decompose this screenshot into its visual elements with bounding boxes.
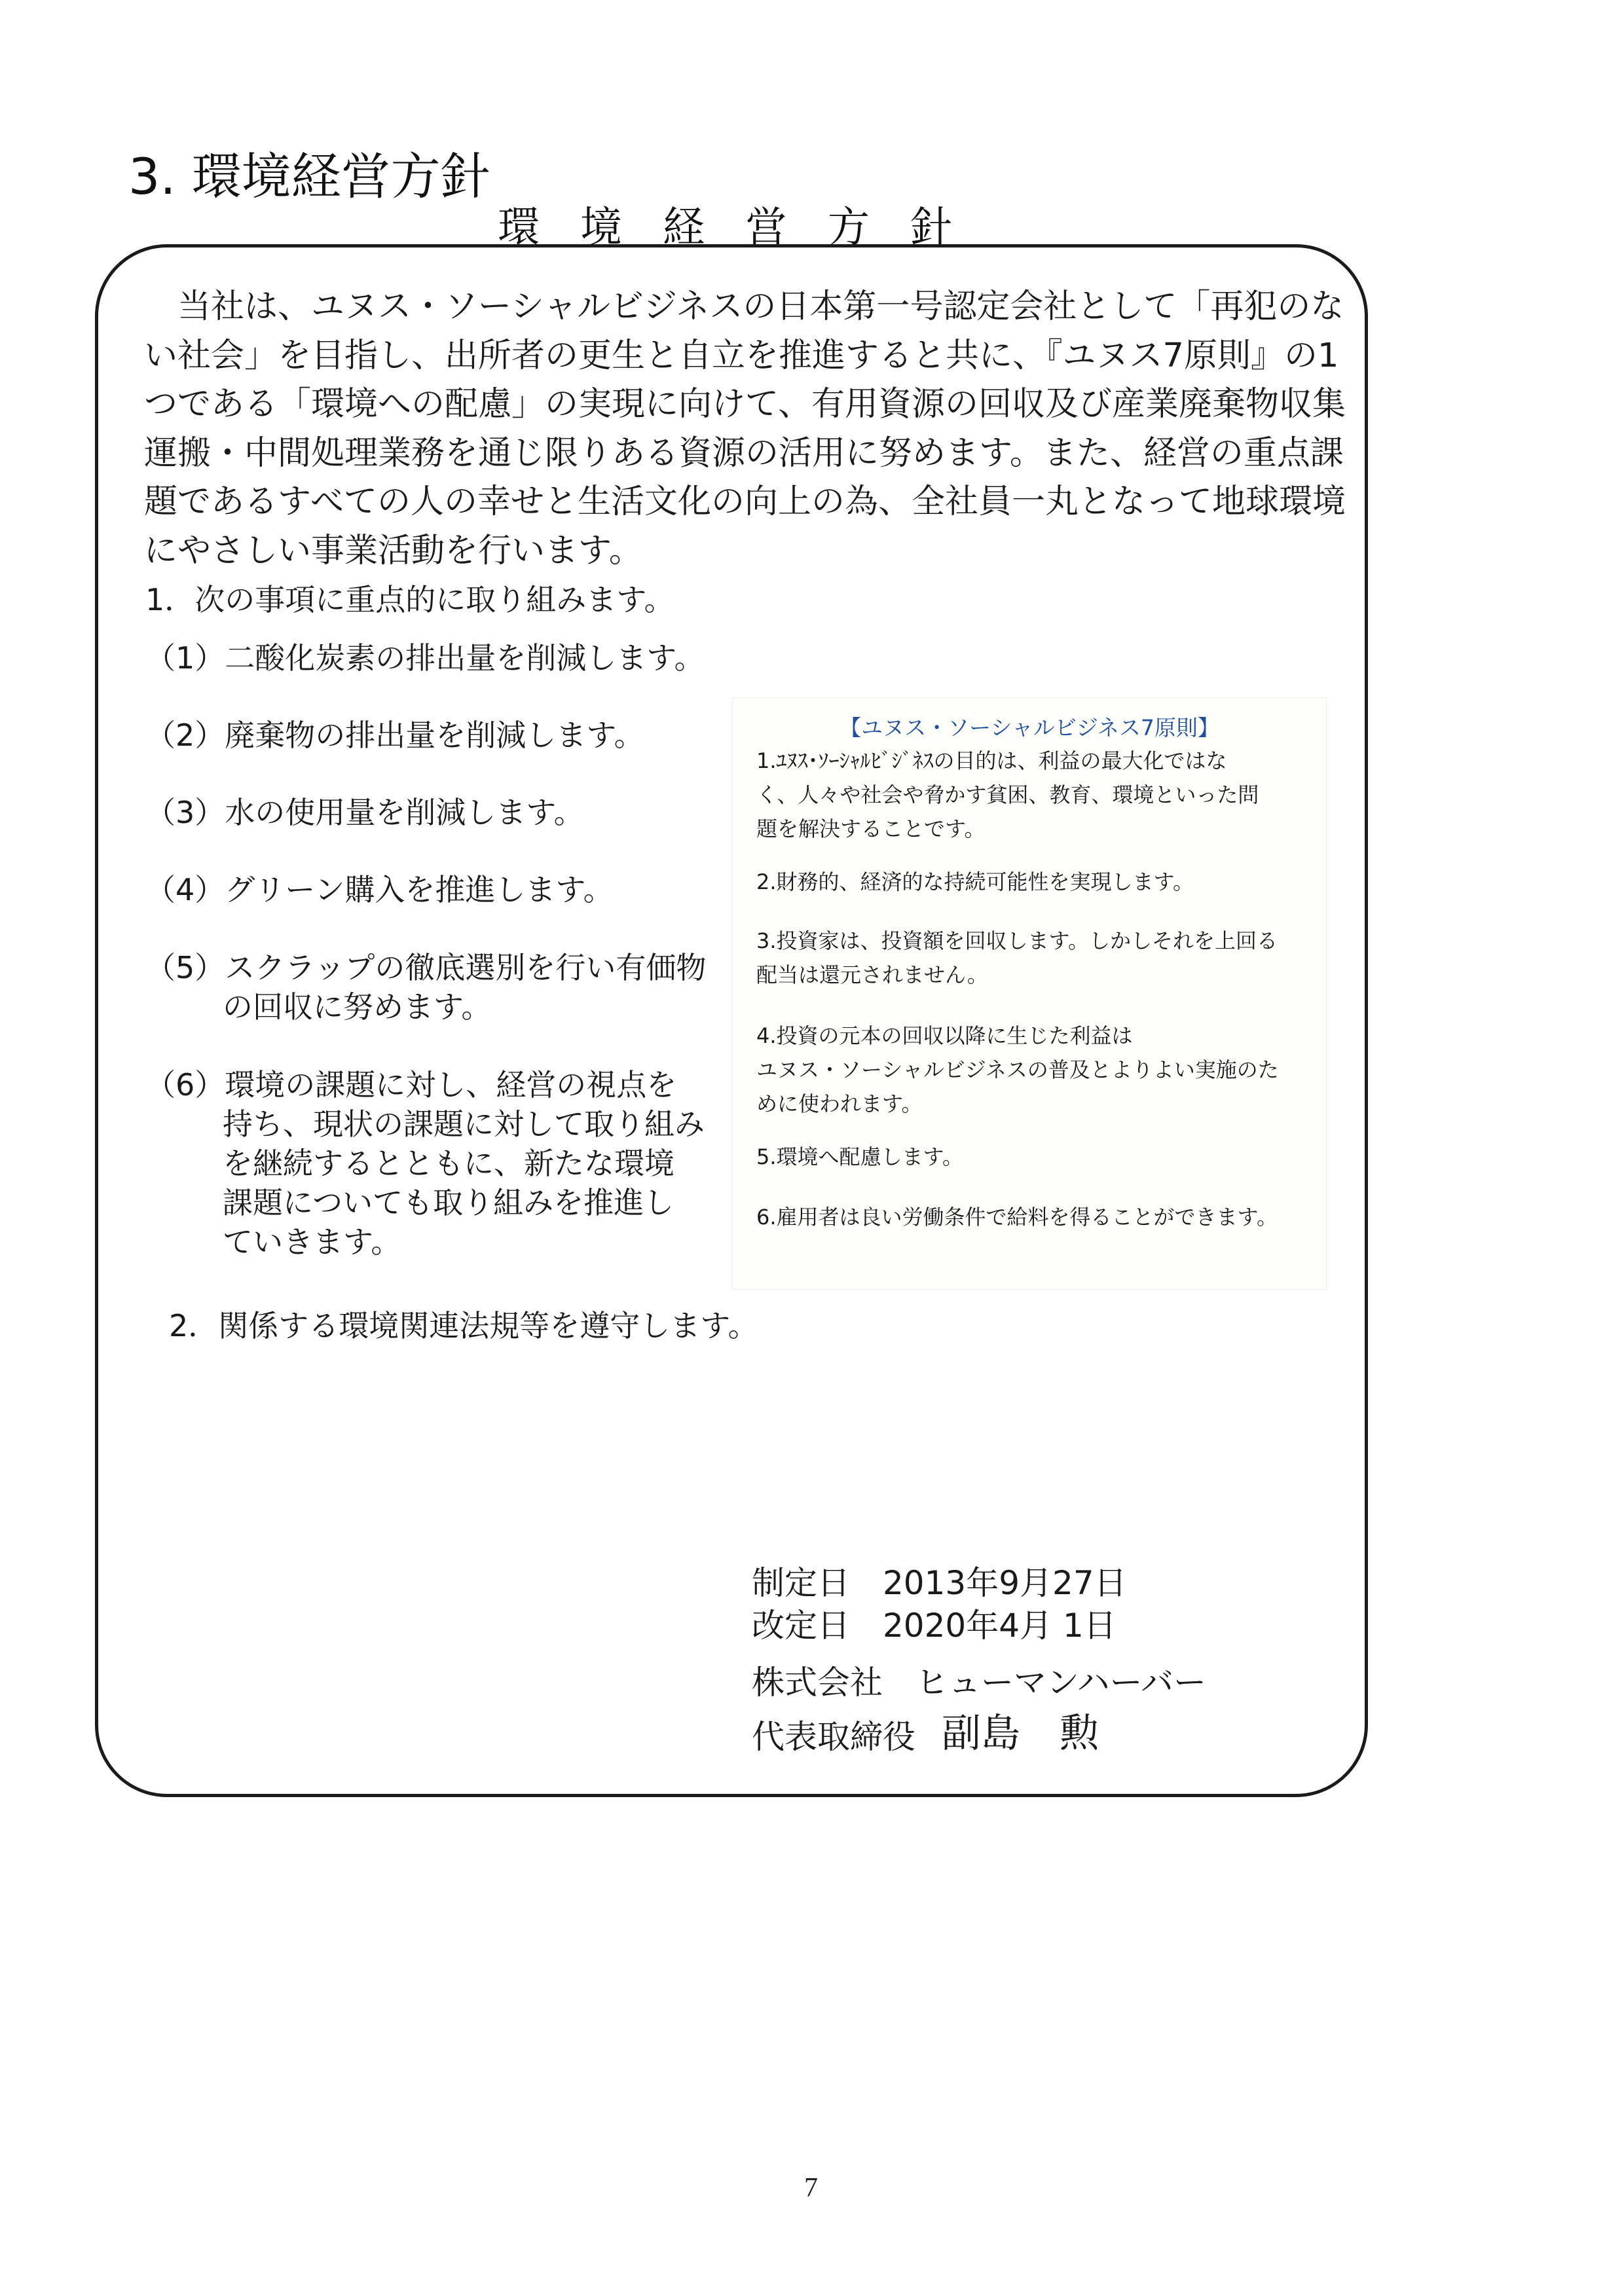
section-title: 3. 環境経営方針 xyxy=(128,147,490,206)
principle-4 xyxy=(756,1019,1320,1121)
principle-1 xyxy=(756,744,1320,846)
principles-title: 【ユヌス・ソーシャルビジネス7原則】 xyxy=(840,715,1219,740)
representative-name: 副島 勲 xyxy=(942,1711,1099,1757)
intro-line: 当社は、ユヌス・ソーシャルビジネスの日本第一号認定会社として「再犯のな xyxy=(144,287,1344,326)
policy-subitem-2: （2）廃棄物の排出量を削減します。 xyxy=(145,718,644,753)
intro-line: にやさしい事業活動を行います。 xyxy=(144,531,642,570)
intro-line: つである「環境への配慮」の実現に向けて、有用資源の回収及び産業廃棄物収集 xyxy=(144,385,1346,424)
policy-subitem-6-line: ていきます。 xyxy=(223,1224,401,1260)
policy-box-title: 環境経営方針 xyxy=(498,204,993,252)
policy-subitem-6-line: （6）環境の課題に対し、経営の視点を xyxy=(145,1067,677,1102)
representative-title: 代表取締役 xyxy=(752,1718,915,1756)
principle-1-line: 題を解決することです。 xyxy=(756,816,986,841)
revised-date: 改定日 2020年4月 1日 xyxy=(752,1607,1116,1645)
principle-3-line: 3.投資家は、投資額を回収します。しかしそれを上回る xyxy=(756,928,1278,953)
company-name: 株式会社 ヒューマンハーバー xyxy=(752,1664,1206,1702)
principle-5: 5.環境へ配慮します。 xyxy=(756,1144,963,1169)
policy-subitem-5-line: の回収に努めます。 xyxy=(223,989,492,1025)
policy-item-2: 2．関係する環境関連法規等を遵守します。 xyxy=(169,1308,758,1343)
policy-subitem-1: （1）二酸化炭素の排出量を削減します。 xyxy=(145,640,705,676)
policy-subitem-6-line: を継続するとともに、新たな環境 xyxy=(223,1146,674,1181)
principle-6: 6.雇用者は良い労働条件で給料を得ることができます。 xyxy=(756,1205,1278,1230)
principle-3 xyxy=(756,924,1320,992)
established-date: 制定日 2013年9月27日 xyxy=(752,1564,1127,1602)
policy-subitem-4: （4）グリーン購入を推進します。 xyxy=(145,872,614,907)
principle-3-line: 配当は還元されません。 xyxy=(756,962,988,987)
principle-2: 2.財務的、経済的な持続可能性を実現します。 xyxy=(756,869,1194,894)
policy-subitem-5 xyxy=(145,948,706,1027)
intro-line: い社会」を目指し、出所者の更生と自立を推進すると共に、『ユヌス7原則』の1 xyxy=(144,336,1339,375)
principle-1-line: く、人々や社会や脅かす貧困、教育、環境といった問 xyxy=(756,782,1259,807)
policy-subitem-6 xyxy=(145,1065,705,1262)
principle-4-line: 4.投資の元本の回収以降に生じた利益は xyxy=(756,1023,1133,1048)
intro-line: 題であるすべての人の幸せと生活文化の向上の為、全社員一丸となって地球環境 xyxy=(144,483,1346,521)
intro-line: 運搬・中間処理業務を通じ限りある資源の活用に努めます。また、経営の重点課 xyxy=(144,433,1344,473)
intro-paragraph xyxy=(144,283,1369,575)
page-number: 7 xyxy=(804,2173,818,2203)
principle-4-line: ユヌス・ソーシャルビジネスの普及とよりよい実施のた xyxy=(756,1057,1279,1082)
policy-item-1: 1．次の事項に重点的に取り組みます。 xyxy=(145,582,674,617)
policy-subitem-6-line: 持ち、現状の課題に対して取り組み xyxy=(223,1106,705,1142)
policy-subitem-6-line: 課題についても取り組みを推進し xyxy=(223,1185,674,1220)
principle-1-line: 1.ﾕﾇｽ･ｿｰｼｬﾙﾋﾞｼﾞﾈｽの目的は、利益の最大化ではな xyxy=(756,748,1227,773)
policy-subitem-3: （3）水の使用量を削減します。 xyxy=(145,795,584,830)
principle-4-line: めに使われます。 xyxy=(756,1091,923,1116)
policy-subitem-5-line: （5）スクラップの徹底選別を行い有価物 xyxy=(145,950,707,985)
principles-box xyxy=(732,697,1327,1290)
